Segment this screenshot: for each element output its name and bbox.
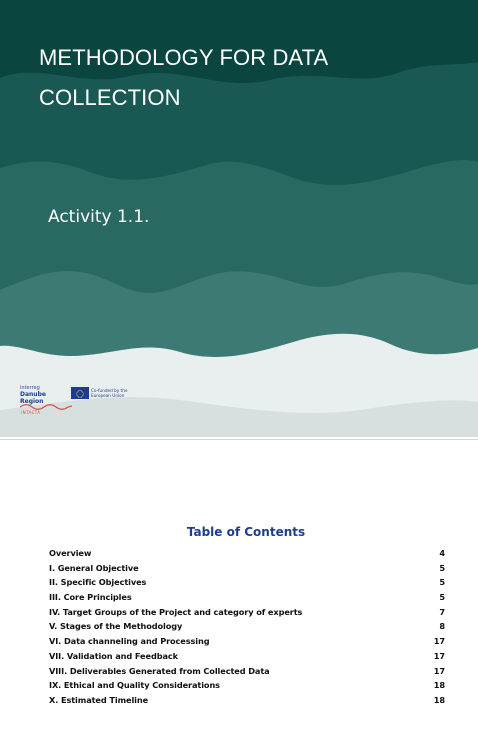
interreg-logo [20, 385, 68, 405]
toc-entry[interactable] [49, 666, 445, 681]
toc-entry[interactable] [49, 577, 445, 592]
toc-entry-label: I. General Objective [49, 562, 139, 573]
toc-entry-label: X. Estimated Timeline [49, 694, 149, 705]
toc-list [49, 548, 445, 710]
page-divider [0, 439, 478, 440]
toc-entry[interactable] [49, 651, 445, 666]
toc-entry-label: V. Stages of the Methodology [49, 621, 183, 632]
toc-entry-page: 18 [433, 694, 445, 705]
eu-stars-icon [71, 388, 89, 400]
activity-subtitle: Activity 1.1. [48, 207, 150, 227]
interreg-logo-name: interreg [20, 385, 40, 391]
toc-entry-page: 5 [439, 592, 445, 603]
toc-entry-label: VI. Data channeling and Processing [49, 636, 210, 647]
toc-entry-label: Overview [49, 548, 92, 558]
toc-entry[interactable] [49, 592, 445, 607]
toc-entry-page: 17 [433, 636, 445, 647]
toc-entry[interactable] [49, 548, 445, 563]
interreg-logo-region: Danube Region [20, 391, 46, 405]
toc-entry-page: 5 [439, 577, 445, 588]
project-logo-name: INTACTA [21, 410, 41, 415]
toc-entry-label: III. Core Principles [49, 592, 132, 603]
toc-entry[interactable] [49, 636, 445, 651]
eu-flag-icon [71, 387, 89, 399]
toc-entry-page: 17 [433, 665, 445, 676]
toc-entry-label: VII. Validation and Feedback [49, 650, 179, 661]
toc-entry-page: 17 [433, 650, 445, 661]
table-of-contents [0, 520, 478, 705]
toc-entry[interactable] [49, 607, 445, 622]
toc-entry-page: 18 [433, 680, 445, 691]
logo-strip [20, 385, 140, 419]
toc-entry-label: II. Specific Objectives [49, 577, 147, 588]
toc-entry-label: IV. Target Groups of the Project and category of experts [49, 606, 303, 617]
toc-entry-label: IX. Ethical and Quality Considerations [49, 680, 220, 691]
toc-entry[interactable] [49, 563, 445, 578]
toc-heading: Table of Contents [186, 525, 306, 539]
document-title: METHODOLOGY FOR DATA COLLECTION [39, 45, 328, 110]
toc-entry[interactable] [49, 695, 445, 710]
eu-cofunding-label: Co-funded by the European Union [91, 388, 128, 398]
toc-entry-page: 7 [439, 606, 445, 617]
toc-entry-page: 8 [439, 621, 445, 632]
toc-entry[interactable] [49, 680, 445, 695]
toc-entry-label: VIII. Deliverables Generated from Collected Data [49, 665, 270, 676]
toc-entry-page: 5 [439, 562, 445, 573]
toc-entry[interactable] [49, 621, 445, 636]
toc-entry-page: 4 [439, 548, 445, 558]
